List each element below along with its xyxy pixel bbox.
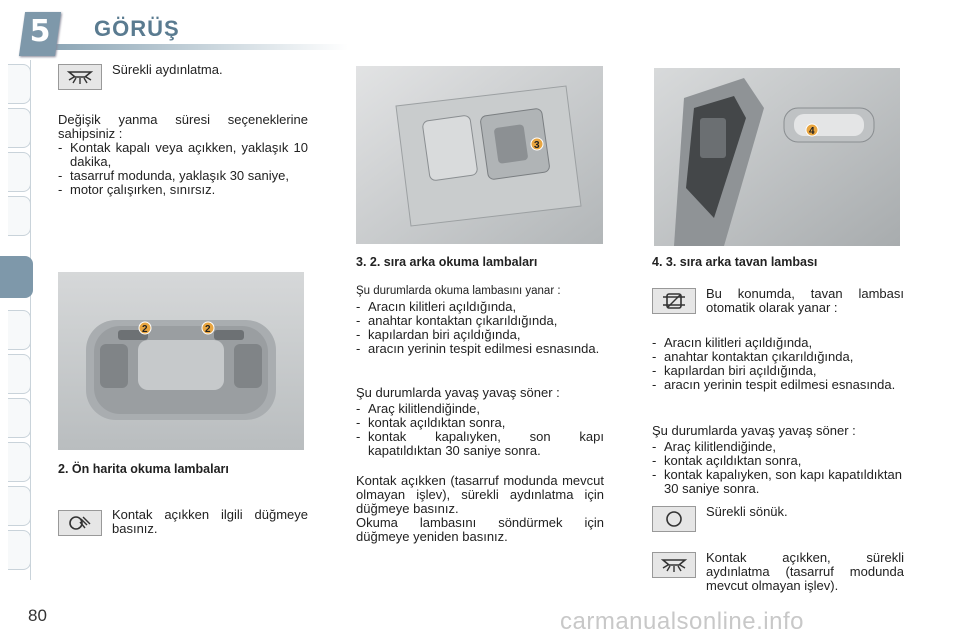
chapter-side-tab[interactable] xyxy=(8,196,31,236)
chapter-side-tab[interactable] xyxy=(8,310,31,350)
lights-on-list xyxy=(356,300,604,356)
list-item: - kontak açıldıktan sonra, xyxy=(652,454,902,468)
list-item: - tasarruf modunda, yaklaşık 30 saniye, xyxy=(58,169,308,183)
options-intro: Değişik yanma süresi seçeneklerine sahipsiniz : xyxy=(58,112,308,141)
door-lamp-icon xyxy=(652,288,696,314)
chapter-number: 5 xyxy=(29,14,51,49)
page-number: 80 xyxy=(28,606,47,625)
rear-reading-lamps-photo xyxy=(356,66,603,244)
icon-auto-caption: Bu konumda, tavan lambası otomatik olarak yanar : xyxy=(706,286,904,315)
options-list xyxy=(58,141,308,197)
callout-label: 3 xyxy=(534,140,540,151)
list-item: - motor çalışırken, sınırsız. xyxy=(58,183,308,197)
callout-label: 2 xyxy=(205,324,211,335)
rear-ceiling-lamp-photo xyxy=(654,68,900,246)
watermark: carmanualsonline.info xyxy=(560,608,804,635)
section-heading-2: 2. Ön harita okuma lambaları xyxy=(58,462,229,476)
front-map-lamps-photo xyxy=(58,272,304,450)
chapter-side-tab[interactable] xyxy=(8,398,31,438)
fade-list xyxy=(356,402,604,458)
lamp-off-icon xyxy=(652,506,696,532)
list-item: - Kontak kapalı veya açıkken, yaklaşık 10 dakika, xyxy=(58,141,308,169)
list-item: - Aracın kilitleri açıldığında, xyxy=(652,336,902,350)
list-item: - Aracın kilitleri açıldığında, xyxy=(356,300,604,314)
page-title: GÖRÜŞ xyxy=(94,16,180,41)
list-item: - kontak kapalıyken, son kapı kapatıldıktan 30 saniye sonra. xyxy=(652,468,902,496)
lamp-on-icon xyxy=(652,552,696,578)
chapter-side-tab-active[interactable] xyxy=(0,256,33,298)
lamp-on-icon xyxy=(58,64,102,90)
chapter-side-tab[interactable] xyxy=(8,108,31,148)
lights-on-list-3 xyxy=(652,336,902,392)
list-item: - kapılardan biri açıldığında, xyxy=(652,364,902,378)
list-item: - kontak açıldıktan sonra, xyxy=(356,416,604,430)
chapter-side-tab[interactable] xyxy=(8,530,31,570)
paragraph-continuous: Kontak açıkken (tasarruf modunda mevcut olmayan işlev), sürekli aydınlatma için düğmeye basınız. xyxy=(356,473,604,516)
chapter-side-tab[interactable] xyxy=(8,486,31,526)
list-item: - aracın yerinin tespit edilmesi esnasında. xyxy=(652,378,902,392)
list-item: - kontak kapalıyken, son kapı kapatıldıktan 30 saniye sonra. xyxy=(356,430,604,458)
paragraph-turn-off: Okuma lambasını söndürmek için düğmeye yeniden basınız. xyxy=(356,515,604,544)
icon2-caption: Kontak açıkken ilgili düğmeye basınız. xyxy=(112,507,308,536)
list-item: - anahtar kontaktan çıkarıldığında, xyxy=(652,350,902,364)
lamp-switch-icon xyxy=(58,510,102,536)
list-item: - kapılardan biri açıldığında, xyxy=(356,328,604,342)
chapter-side-tab[interactable] xyxy=(8,442,31,482)
icon-off-caption: Sürekli sönük. xyxy=(706,504,788,519)
list-item: - Araç kilitlendiğinde, xyxy=(356,402,604,416)
list-item: - anahtar kontaktan çıkarıldığında, xyxy=(356,314,604,328)
callout-label: 4 xyxy=(809,126,815,137)
chapter-side-tab[interactable] xyxy=(8,152,31,192)
section-heading-4: 4. 3. sıra arka tavan lambası xyxy=(652,255,818,269)
fade-intro: Şu durumlarda yavaş yavaş söner : xyxy=(356,385,560,400)
fade-list-3 xyxy=(652,440,902,496)
lights-on-intro: Şu durumlarda okuma lambasını yanar : xyxy=(356,285,561,297)
section-heading-3: 3. 2. sıra arka okuma lambaları xyxy=(356,255,538,269)
icon-on-caption: Kontak açıkken, sürekli aydınlatma (tasarruf modunda mevcut olmayan işlev). xyxy=(706,550,904,593)
chapter-side-tab[interactable] xyxy=(8,64,31,104)
fade-intro-3: Şu durumlarda yavaş yavaş söner : xyxy=(652,423,856,438)
icon1-caption: Sürekli aydınlatma. xyxy=(112,62,223,77)
chapter-side-tab[interactable] xyxy=(8,354,31,394)
list-item: - aracın yerinin tespit edilmesi esnasında. xyxy=(356,342,604,356)
callout-label: 2 xyxy=(142,324,148,335)
header-rule xyxy=(48,44,348,50)
list-item: - Araç kilitlendiğinde, xyxy=(652,440,902,454)
